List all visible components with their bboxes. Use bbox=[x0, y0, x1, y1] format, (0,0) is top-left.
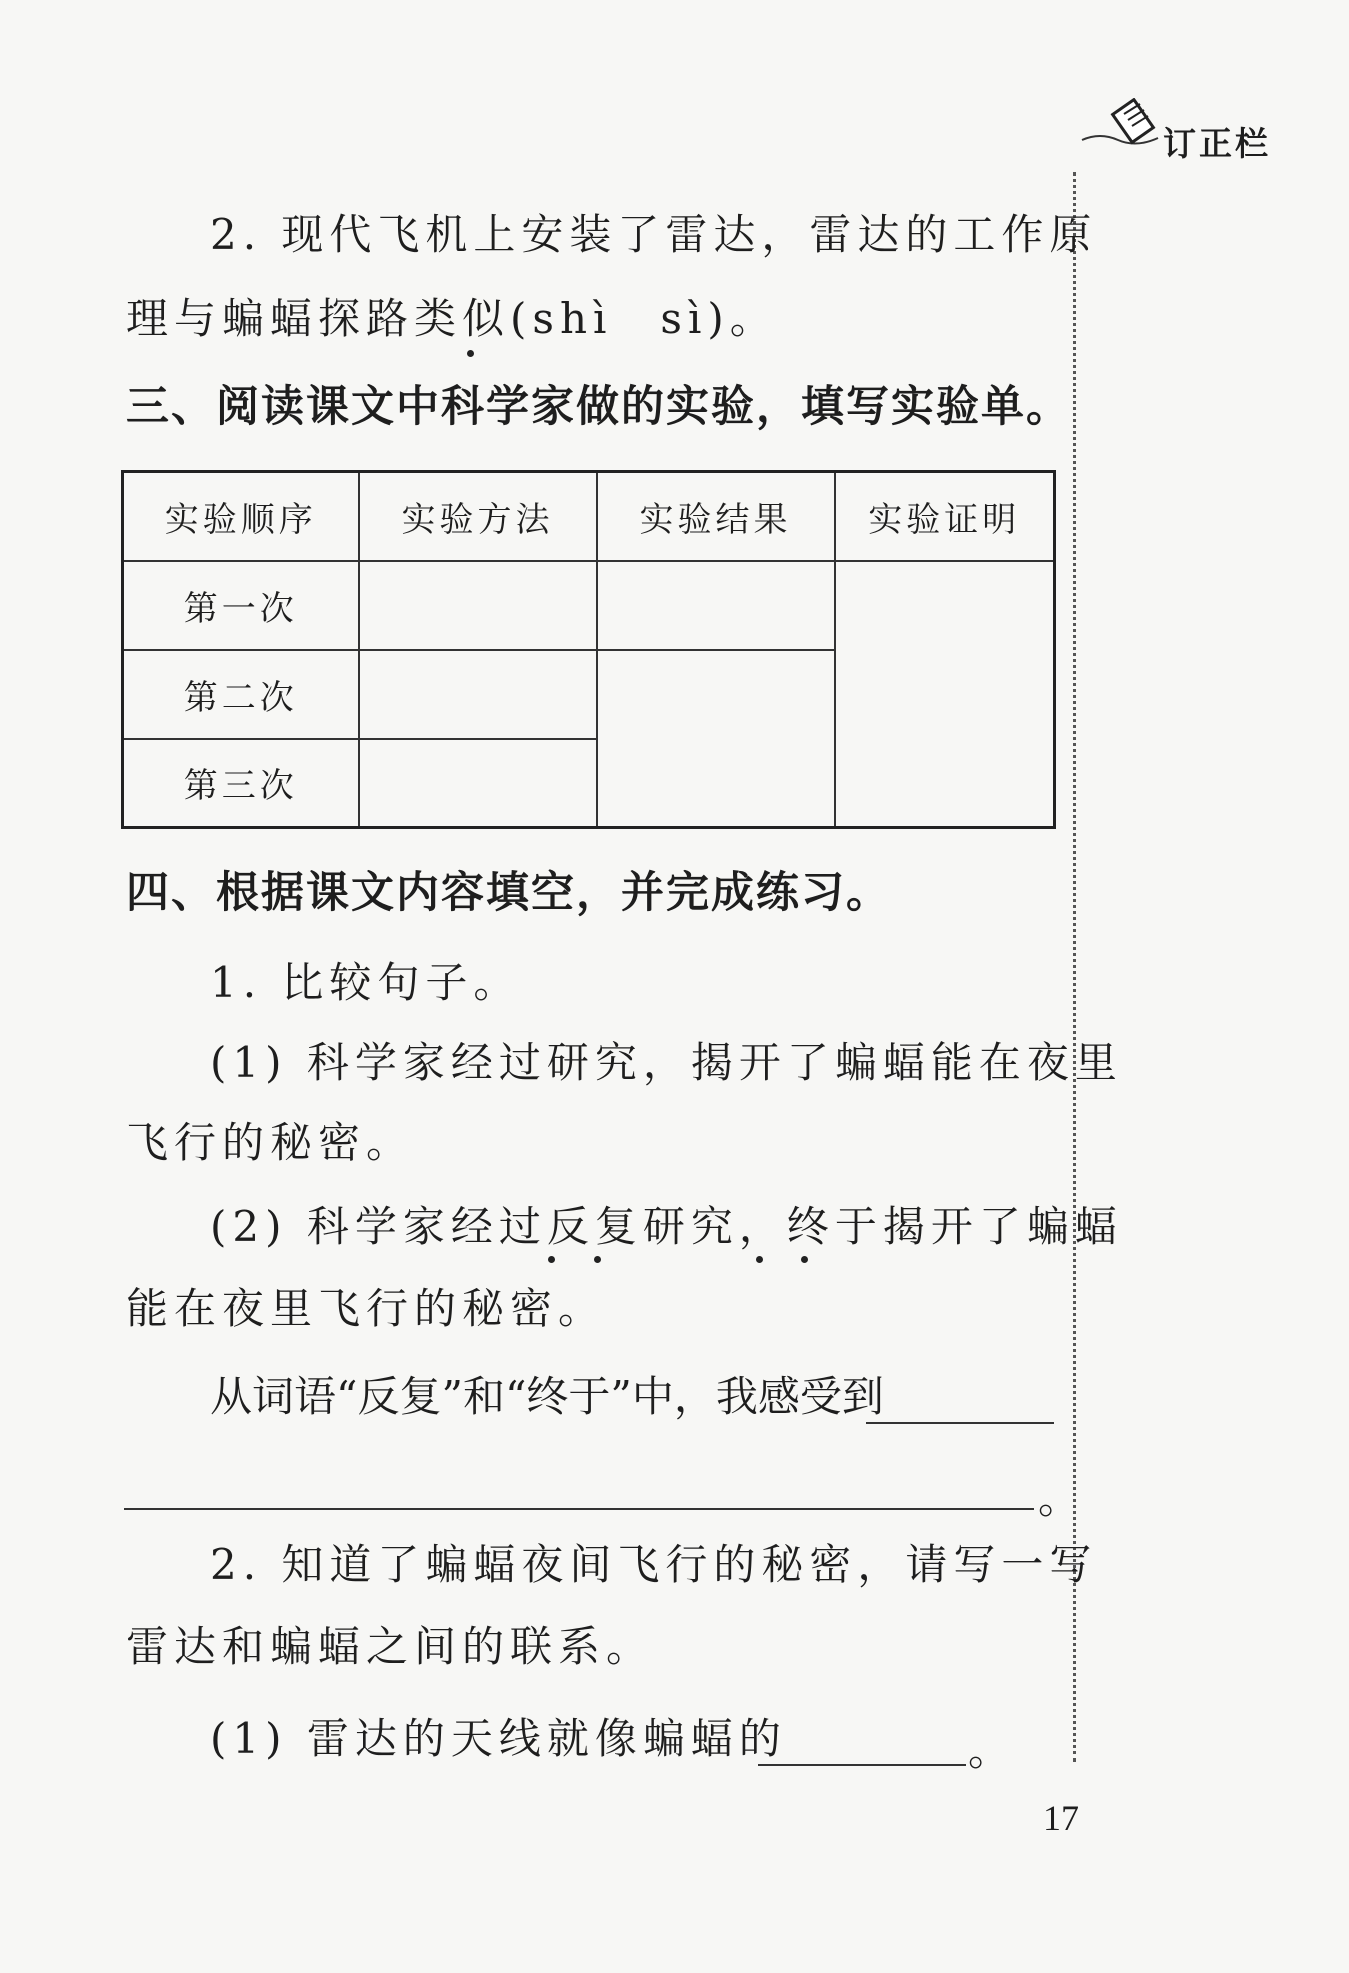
q2-item1: (1) 雷达的天线就像蝙蝠的 bbox=[210, 1714, 787, 1763]
q2-top-line1: 2. 现代飞机上安装了雷达，雷达的工作原 bbox=[210, 210, 1098, 259]
answer-blank[interactable] bbox=[124, 1508, 1034, 1510]
emphasis-dot bbox=[756, 1256, 763, 1263]
emphasis-dot bbox=[548, 1256, 555, 1263]
method-cell[interactable] bbox=[359, 561, 597, 650]
table-header: 实验结果 bbox=[597, 472, 835, 561]
section4-heading: 四、根据课文内容填空，并完成练习。 bbox=[126, 868, 891, 918]
page-number: 17 bbox=[1043, 1798, 1079, 1838]
sentence2-line1: (2) 科学家经过反复研究，终于揭开了蝙蝠 bbox=[210, 1202, 1123, 1251]
q1-prompt: 从词语“反复”和“终于”中，我感受到 bbox=[210, 1372, 884, 1421]
sentence2-line2: 能在夜里飞行的秘密。 bbox=[126, 1284, 607, 1333]
pencil-icon bbox=[1080, 98, 1170, 158]
method-cell[interactable] bbox=[359, 650, 597, 739]
table-header: 实验证明 bbox=[835, 472, 1055, 561]
section3-heading: 三、阅读课文中科学家做的实验，填写实验单。 bbox=[126, 382, 1071, 432]
q1-title: 1. 比较句子。 bbox=[210, 958, 522, 1007]
table-row-label: 第三次 bbox=[123, 739, 359, 828]
emphasis-dot bbox=[467, 350, 474, 357]
q2-line1: 2. 知道了蝙蝠夜间飞行的秘密，请写一写 bbox=[210, 1540, 1098, 1589]
emphasis-dot bbox=[594, 1256, 601, 1263]
result-cell[interactable] bbox=[597, 650, 835, 828]
table-header: 实验方法 bbox=[359, 472, 597, 561]
answer-blank[interactable] bbox=[866, 1422, 1054, 1424]
method-cell[interactable] bbox=[359, 739, 597, 828]
q1-end-mark: 。 bbox=[1038, 1474, 1087, 1523]
sentence1-line1: (1) 科学家经过研究，揭开了蝙蝠能在夜里 bbox=[210, 1038, 1123, 1087]
correction-column-title: 订正栏 bbox=[1163, 124, 1271, 163]
emphasis-dot bbox=[801, 1256, 808, 1263]
table-row-label: 第一次 bbox=[123, 561, 359, 650]
q2-line2: 雷达和蝙蝠之间的联系。 bbox=[126, 1622, 655, 1671]
table-header: 实验顺序 bbox=[123, 472, 359, 561]
proof-cell[interactable] bbox=[835, 561, 1055, 828]
sentence1-line2: 飞行的秘密。 bbox=[126, 1118, 415, 1167]
answer-blank[interactable] bbox=[758, 1764, 966, 1766]
result-cell[interactable] bbox=[597, 561, 835, 650]
q2-item1-end: 。 bbox=[968, 1726, 1017, 1775]
table-row-label: 第二次 bbox=[123, 650, 359, 739]
correction-column-divider bbox=[1073, 172, 1076, 1762]
q2-top-line2: 理与蝙蝠探路类似(shì sì)。 bbox=[126, 294, 778, 343]
experiment-table bbox=[121, 470, 1056, 829]
